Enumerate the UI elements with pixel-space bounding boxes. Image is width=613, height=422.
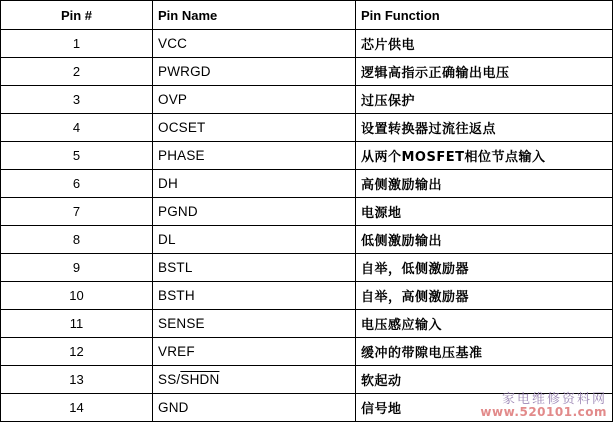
header-pin-name: Pin Name (153, 1, 356, 30)
pin-name: BSTL (153, 254, 356, 282)
pin-function: 高侧激励输出 (356, 170, 613, 198)
table-row (1, 282, 613, 310)
pin-number: 6 (1, 170, 153, 198)
table-row (1, 394, 613, 422)
pin-function: 芯片供电 (356, 30, 613, 58)
table-row (1, 30, 613, 58)
pin-number: 10 (1, 282, 153, 310)
pin-number: 11 (1, 310, 153, 338)
pin-name: DH (153, 170, 356, 198)
pin-function: 逻辑高指示正确输出电压 (356, 58, 613, 86)
pin-function: 过压保护 (356, 86, 613, 114)
pin-number: 14 (1, 394, 153, 422)
table-row (1, 254, 613, 282)
pin-function: 设置转换器过流往返点 (356, 114, 613, 142)
pin-number: 13 (1, 366, 153, 394)
pin-number: 12 (1, 338, 153, 366)
pin-name: GND (153, 394, 356, 422)
pin-name: OVP (153, 86, 356, 114)
table-row (1, 86, 613, 114)
pin-number: 2 (1, 58, 153, 86)
pin-number: 7 (1, 198, 153, 226)
pin-number: 9 (1, 254, 153, 282)
pin-name-prefix: SS/ (158, 372, 181, 387)
pin-name (153, 366, 356, 394)
pin-function: 电压感应输入 (356, 310, 613, 338)
pin-name: DL (153, 226, 356, 254)
pin-function: 电源地 (356, 198, 613, 226)
pin-function: 从两个MOSFET相位节点输入 (356, 142, 613, 170)
pin-number: 1 (1, 30, 153, 58)
pin-name-overline: SHDN (180, 372, 220, 387)
pin-name: PHASE (153, 142, 356, 170)
header-pin-number: Pin # (1, 1, 153, 30)
pin-number: 3 (1, 86, 153, 114)
pin-number: 8 (1, 226, 153, 254)
pin-number: 4 (1, 114, 153, 142)
watermark-url: www.520101.com (480, 405, 607, 420)
table-header-row (1, 1, 613, 30)
pin-name: PWRGD (153, 58, 356, 86)
table-row (1, 170, 613, 198)
pin-name: VREF (153, 338, 356, 366)
watermark-site-name: 家电维修资料网 (501, 391, 607, 407)
table-row (1, 58, 613, 86)
pin-name: VCC (153, 30, 356, 58)
pin-name: SENSE (153, 310, 356, 338)
pin-function: 信号地 (356, 394, 613, 422)
header-pin-function: Pin Function (356, 1, 613, 30)
pin-name: BSTH (153, 282, 356, 310)
table-row (1, 310, 613, 338)
table-row (1, 114, 613, 142)
table-row (1, 226, 613, 254)
pin-function: 自举，低侧激励器 (356, 254, 613, 282)
table-row (1, 338, 613, 366)
pin-function: 低侧激励输出 (356, 226, 613, 254)
table-row (1, 198, 613, 226)
pin-name: OCSET (153, 114, 356, 142)
table-row (1, 366, 613, 394)
pin-function: 软起动 (356, 366, 613, 394)
pin-number: 5 (1, 142, 153, 170)
pin-function: 缓冲的带隙电压基准 (356, 338, 613, 366)
table-row (1, 142, 613, 170)
pin-name: PGND (153, 198, 356, 226)
pin-function: 自举，高侧激励器 (356, 282, 613, 310)
